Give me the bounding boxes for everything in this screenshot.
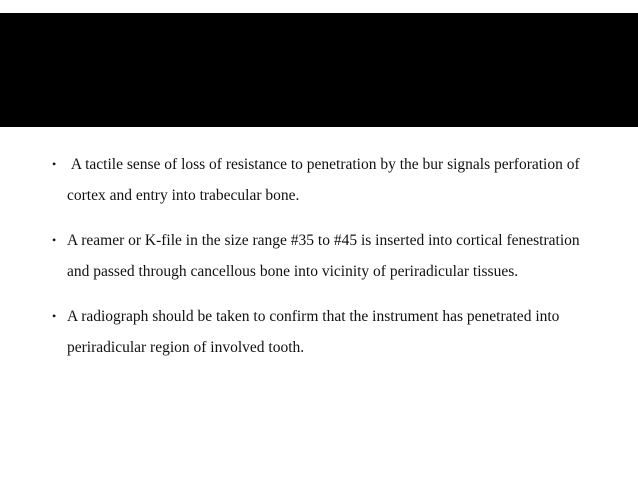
bullet-item bbox=[52, 225, 592, 287]
bullet-icon: • bbox=[52, 157, 57, 171]
title-band bbox=[0, 13, 638, 127]
bullet-icon: • bbox=[52, 309, 57, 323]
bullet-list bbox=[52, 149, 592, 377]
bullet-item bbox=[52, 301, 592, 363]
bullet-text: A tactile sense of loss of resistance to penetration by the bur signals perforation of cortex and entry into trabecular bone. bbox=[67, 156, 584, 204]
bullet-icon: • bbox=[52, 233, 57, 247]
bullet-text: A radiograph should be taken to confirm that the instrument has penetrated into periradicular region of involved tooth. bbox=[67, 308, 560, 356]
bullet-item bbox=[52, 149, 592, 211]
bullet-text: A reamer or K-file in the size range #35 to #45 is inserted into cortical fenestration and passed through cancellous bone into vicinity of periradicular tissues. bbox=[67, 232, 580, 280]
